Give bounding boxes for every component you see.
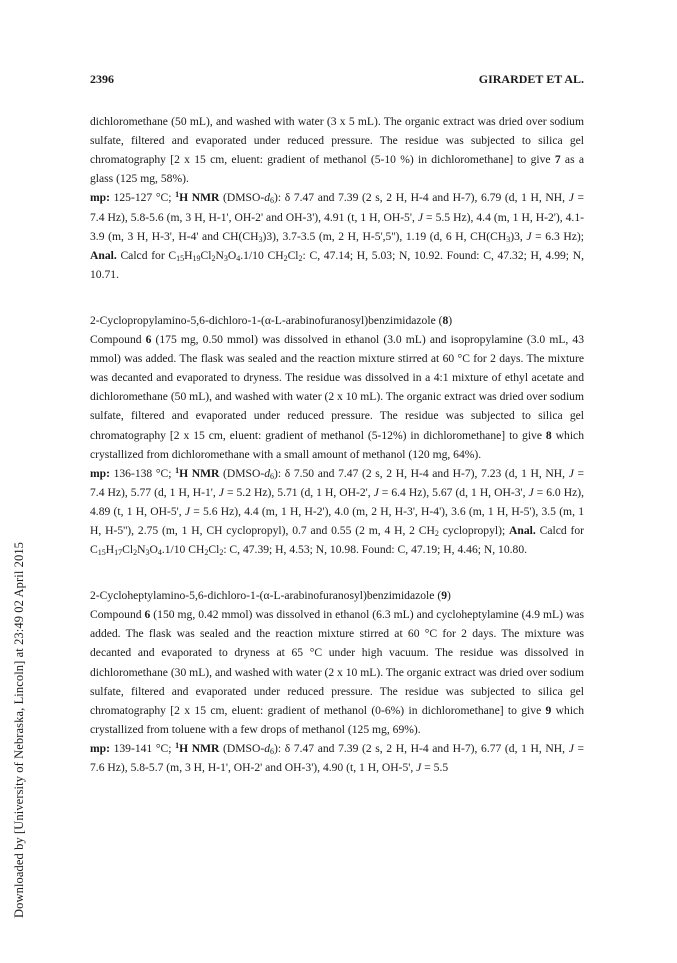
paragraph-compound-8-data: mp: 136-138 °C; $^1$H NMR $(DMSO-d_6)$: δ 7.50 and 7.47 (2 s, 2 H, H-4 and H-7), 7.23 (d, 1 H, NH, J = 7.4 Hz), 5.77 (d, 1 H, H-1', J = 5.2 Hz), 5.71 (d, 1 H, OH-2', J = 6.4 Hz), 5.67 (d, 1 H, OH-3', J = 6.0 Hz), 4.89 (t, 1 H, OH-5', J = 5.6 Hz), 4.4 (m, 1 H, H-2'), 4.0 (m, 2 H, H-3', H-4'), 3.6 (m, 1 H, H-5'), 3.5 (m, 1 H, H-5''), 2.75 (m, 1 H, CH cyclopropyl), 0.7 and 0.55 (2 m, 4 H, 2 $CH_2$ cyclopropyl); Anal. Calcd for $C_{15}H_{17}Cl_2N_3O_4.1/10$ $CH_2Cl_2$: C, 47.39; H, 4.53; N, 10.98. Found: C, 47.19; H, 4.46; N, 10.80.	[90, 465, 585, 558]
journal-page	[90, 70, 584, 777]
paragraph-compound-8-procedure: Compound 6 (175 mg, 0.50 mmol) was dissolved in ethanol (3.0 mL) and isopropylamine (3.0 mL, 43 mmol) was added. The flask was sealed and the reaction mixture stirred at 60 °C for 2 days. The mixture was decanted and evaporated to dryness. The residue was dissolved in a 4:1 mixture of ethyl acetate and dichloromethane (50 mL), and washed with water (2 x 10 mL). The organic extract was dried over sodium sulfate, filtered and evaporated under reduced pressure. The residue was subjected to silica gel chromatography [2 x 15 cm, eluent: gradient of methanol (5-12%) in dichloromethane] to give 8 which crystallized from dichloromethane with a small amount of methanol (120 mg, 64%).	[90, 333, 584, 461]
section-title-compound-9: 2-Cycloheptylamino-5,6-dichloro-1-(α-L-arabinofuranosyl)benzimidazole (9)	[90, 589, 451, 603]
page-number: 2396	[90, 72, 114, 86]
paragraph-compound-7-workup: dichloromethane (50 mL), and washed with water (3 x 5 mL). The organic extract was dried over sodium sulfate, filtered and evaporated under reduced pressure. The residue was subjected to silica gel chromatography [2 x 15 cm, eluent: gradient of methanol (5-10 %) in dichloromethane] to give 7 as a glass (125 mg, 58%).	[90, 115, 584, 186]
download-watermark	[12, 38, 30, 918]
paragraph-compound-9-data: mp: 139-141 °C; $^1$H NMR $(DMSO-d_6)$: δ 7.47 and 7.39 (2 s, 2 H, H-4 and H-7), 6.77 (d, 1 H, NH, J = 7.6 Hz), 5.8-5.7 (m, 3 H, H-1', OH-2' and OH-3'), 4.90 (t, 1 H, OH-5', J = 5.5	[90, 740, 585, 774]
download-notice: Downloaded by [University of Nebraska, Lincoln] at 23:49 02 April 2015	[12, 541, 26, 918]
paragraph-compound-7-data: mp: 125-127 °C; $^1$H NMR $(DMSO-d_6)$: δ 7.47 and 7.39 (2 s, 2 H, H-4 and H-7), 6.79 (d, 1 H, NH, J = 7.4 Hz), 5.8-5.6 (m, 3 H, H-1', OH-2' and OH-3'), 4.91 (t, 1 H, OH-5', J = 5.5 Hz), 4.4 (m, 1 H, H-2'), 4.1-3.9 (m, 3 H, H-3', H-4' and $CH(CH_3)3$), 3.7-3.5 (m, 2 H, H-5',5''), 1.19 (d, 6 H, $CH(CH_3)3$, J = 6.3 Hz); Anal. Calcd for $C_{15}H_{19}Cl_2N_3O_4.1/10$ $CH_2Cl_2$: C, 47.14; H, 5.03; N, 10.92. Found: C, 47.32; H, 4.99; N, 10.71.	[90, 190, 585, 281]
running-head: GIRARDET ET AL.	[478, 72, 584, 86]
section-title-compound-8: 2-Cyclopropylamino-5,6-dichloro-1-(α-L-arabinofuranosyl)benzimidazole (8)	[90, 313, 453, 327]
running-header	[90, 70, 584, 89]
paragraph-compound-9-procedure: Compound 6 (150 mg, 0.42 mmol) was dissolved in ethanol (6.3 mL) and cycloheptylamine (4.9 mL) was added. The flask was sealed and the reaction mixture stirred at 60 °C for 2 days. The mixture was decanted and evaporated to dryness at 65 °C under high vacuum. The residue was dissolved in dichloromethane (30 mL), and washed with water (2 x 10 mL). The organic extract was dried over sodium sulfate, filtered and evaporated under reduced pressure. The residue was subjected to silica gel chromatography [2 x 15 cm, eluent: gradient of methanol (0-6%) in dichloromethane] to give 9 which crystallized from toluene with a few drops of methanol (125 mg, 69%).	[90, 608, 584, 736]
